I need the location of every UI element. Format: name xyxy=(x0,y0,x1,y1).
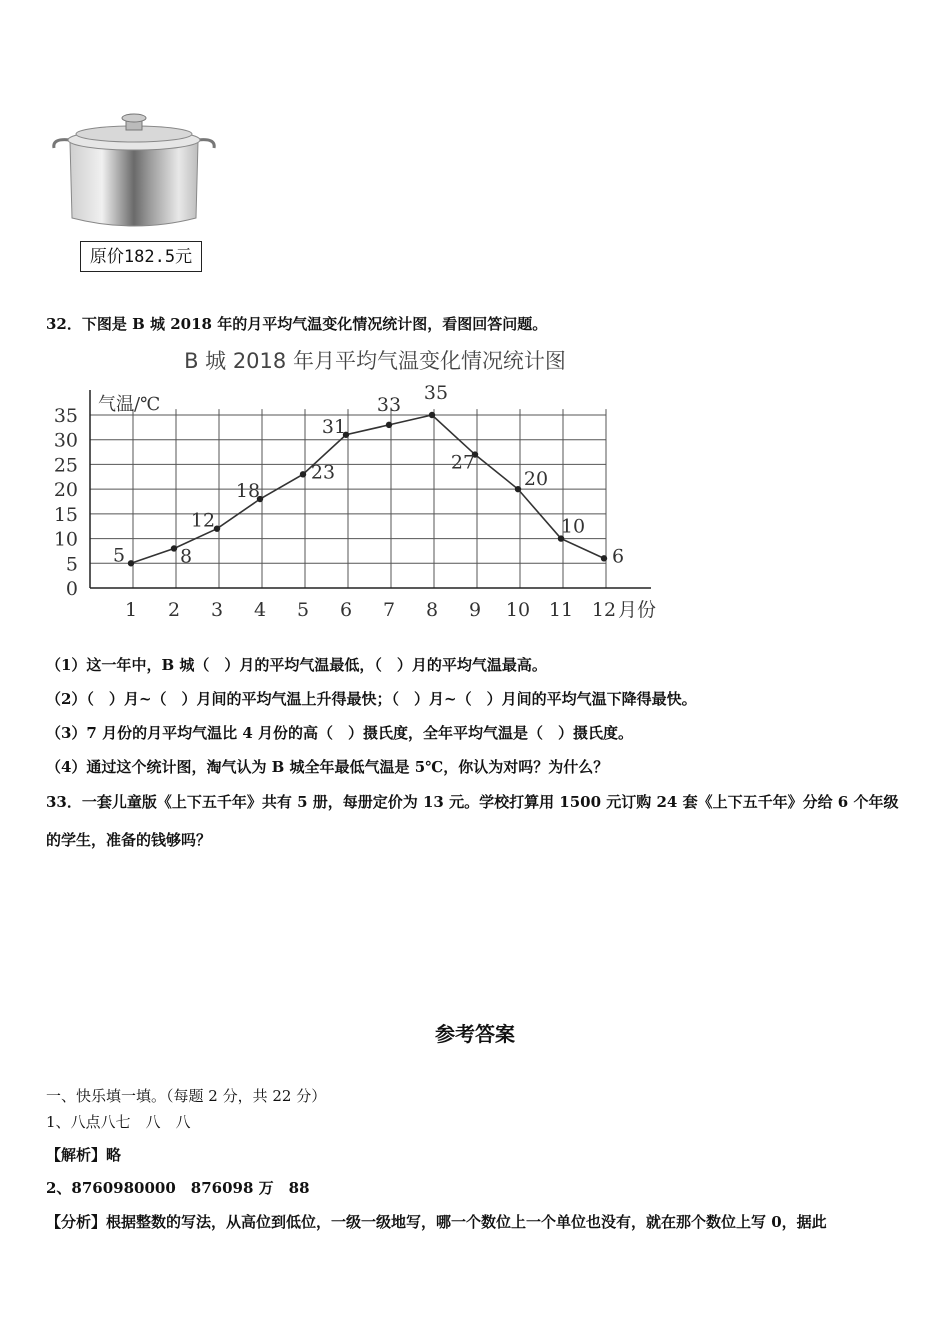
y-tick-label: 25 xyxy=(53,454,78,477)
y-tick-label: 30 xyxy=(53,429,78,452)
data-label: 35 xyxy=(423,382,449,404)
x-tick-label: 7 xyxy=(382,599,396,621)
answer-1: 1、八点八七 八 八 xyxy=(46,1113,191,1131)
question-32-part-1: （1）这一年中，B 城（ ）月的平均气温最低，（ ）月的平均气温最高。 xyxy=(46,656,547,674)
x-tick-label: 3 xyxy=(210,599,224,621)
data-label: 33 xyxy=(376,393,402,416)
x-tick-label: 8 xyxy=(425,599,439,621)
original-price-label: 原价182.5元 xyxy=(80,241,202,272)
data-point xyxy=(171,545,177,551)
y-tick-label: 10 xyxy=(53,528,78,551)
x-tick-label: 6 xyxy=(339,599,353,621)
x-tick-label: 1 xyxy=(124,599,138,621)
data-point xyxy=(429,412,435,418)
data-point xyxy=(300,471,306,477)
x-tick-label: 10 xyxy=(505,599,531,621)
data-label: 8 xyxy=(179,545,193,568)
data-point xyxy=(128,560,134,566)
answer-section-1-title: 一、快乐填一填。（每题 2 分，共 22 分） xyxy=(46,1087,327,1105)
x-tick-label: 4 xyxy=(253,599,267,621)
x-axis-label: 月份 xyxy=(618,599,657,621)
answer-key-heading: 参考答案 xyxy=(435,1022,515,1046)
y-tick-label: 5 xyxy=(65,553,78,576)
question-32-part-2: （2）（ ）月~（ ）月间的平均气温上升得最快；（ ）月~（ ）月间的平均气温下降得最快。 xyxy=(46,690,697,708)
data-label: 31 xyxy=(321,415,347,438)
x-tick-label: 5 xyxy=(296,599,310,621)
question-32-intro: 32．下图是 B 城 2018 年的月平均气温变化情况统计图，看图回答问题。 xyxy=(46,315,548,333)
question-32-part-4: （4）通过这个统计图，淘气认为 B 城全年最低气温是 5℃，你认为对吗？为什么？ xyxy=(46,758,609,776)
data-label: 5 xyxy=(112,544,126,567)
data-label: 6 xyxy=(611,545,625,568)
data-label: 12 xyxy=(190,509,216,532)
data-point xyxy=(515,486,521,492)
data-label: 10 xyxy=(560,515,586,538)
y-axis-label: 气温/℃ xyxy=(98,394,161,415)
pot-image xyxy=(48,108,220,240)
data-point xyxy=(386,422,392,428)
y-tick-label: 0 xyxy=(65,578,78,600)
x-tick-label: 12 xyxy=(591,599,617,621)
question-33-line-1: 33．一套儿童版《上下五千年》共有 5 册，每册定价为 13 元。学校打算用 1500 元订购 24 套《上下五千年》分给 6 个年级 xyxy=(46,793,899,811)
y-tick-label: 20 xyxy=(53,479,78,502)
data-point xyxy=(601,555,607,561)
data-label: 27 xyxy=(450,451,476,474)
answer-2: 2、8760980000 876098 万 88 xyxy=(46,1179,310,1197)
data-label: 18 xyxy=(235,480,261,503)
data-label: 20 xyxy=(523,468,549,491)
question-32-part-3: （3）7 月份的月平均气温比 4 月份的高（ ）摄氏度，全年平均气温是（ ）摄氏度。 xyxy=(46,724,633,742)
x-tick-label: 9 xyxy=(468,599,482,621)
y-tick-label: 35 xyxy=(53,405,78,427)
answer-1-note: 【解析】略 xyxy=(46,1146,122,1164)
y-tick-label: 15 xyxy=(53,503,78,526)
x-tick-label: 2 xyxy=(167,599,181,621)
answer-2-note: 【分析】根据整数的写法，从高位到低位，一级一级地写，哪一个数位上一个单位也没有，就在那个数位上写 0，据此 xyxy=(46,1213,827,1231)
temperature-line-chart xyxy=(40,340,710,630)
data-label: 23 xyxy=(310,461,336,484)
question-33-line-2: 的学生，准备的钱够吗？ xyxy=(46,831,212,849)
x-tick-label: 11 xyxy=(548,599,574,621)
chart-title: B 城 2018 年月平均气温变化情况统计图 xyxy=(184,349,566,373)
